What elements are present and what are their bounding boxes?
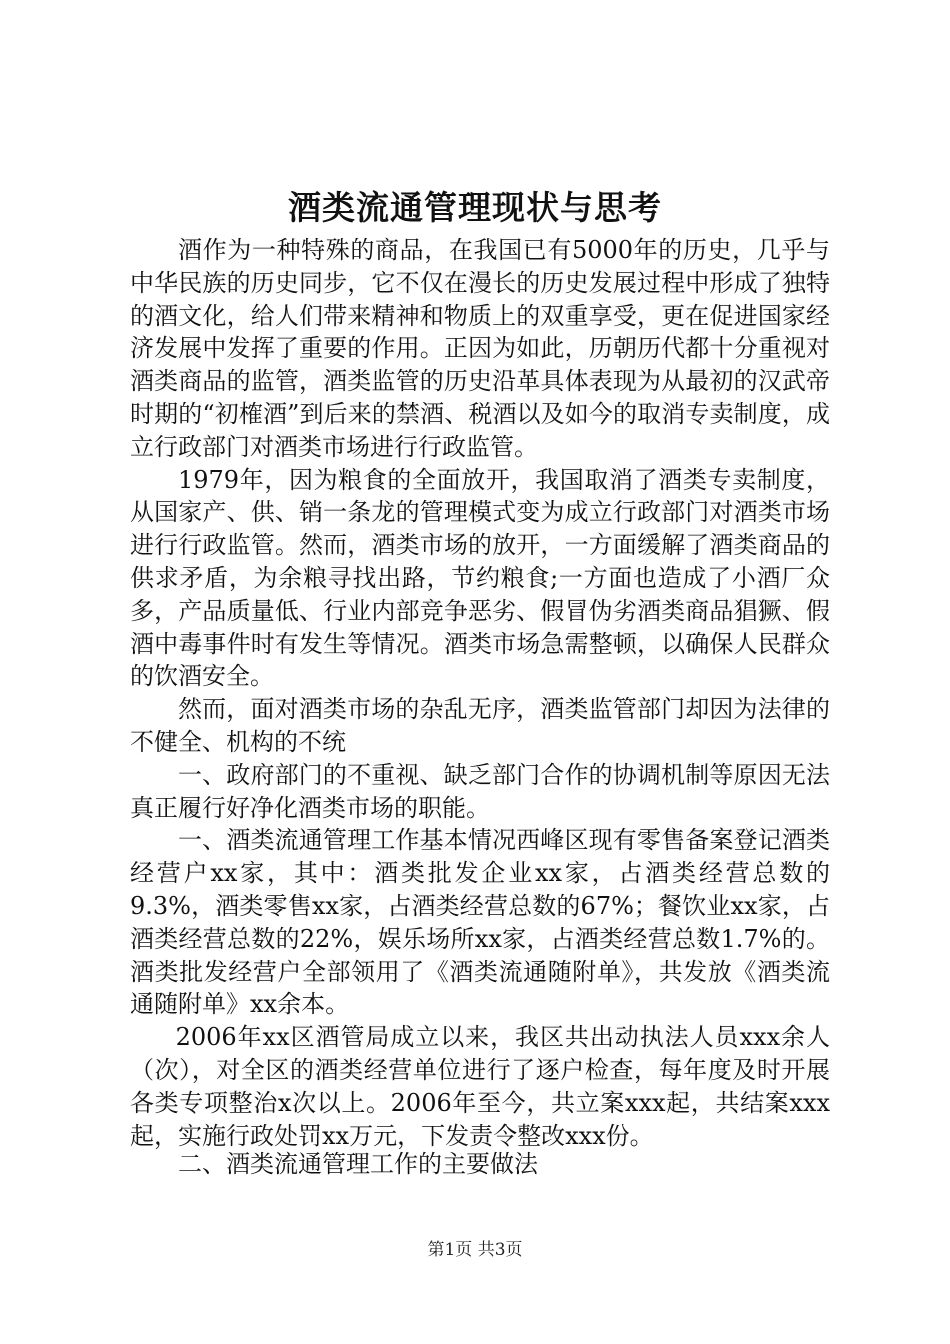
document-body [130,234,830,1152]
paragraph-disorder: 然而，面对酒类市场的杂乱无序，酒类监管部门却因为法律的不健全、机构的不统 [130,695,830,756]
document-title: 酒类流通管理现状与思考 [288,188,662,227]
paragraph-enforcement: 2006年xx区酒管局成立以来，我区共出动执法人员xxx余人（次），对全区的酒类经营单位进行了逐户检查，每年度及时开展各类专项整治x次以上。2006年至今，共立案xxx起，共结案xxx起，实施行政处罚xx万元，下发责令整改xxx份。 [130,1023,830,1150]
page-number: 第1页 共3页 [427,1240,523,1260]
section-heading: 二、酒类流通管理工作的主要做法 [178,1150,538,1178]
paragraph-1979: 1979年，因为粮食的全面放开，我国取消了酒类专卖制度，从国家产、供、销一条龙的管理模式变为成立行政部门对酒类市场进行行政监管。然而，酒类市场的放开，一方面缓解了酒类商品的供求矛盾，为余粮寻找出路，节约粮食;一方面也造成了小酒厂众多，产品质量低、行业内部竞争恶劣、假冒伪劣酒类商品猖獗、假酒中毒事件时有发生等情况。酒类市场急需整顿，以确保人民群众的饮酒安全。 [130,465,830,691]
paragraph-government: 一、政府部门的不重视、缺乏部门合作的协调机制等原因无法真正履行好净化酒类市场的职能。 [130,760,830,822]
paragraph-history: 酒作为一种特殊的商品，在我国已有5000年的历史，几乎与中华民族的历史同步，它不仅在漫长的历史发展过程中形成了独特的酒文化，给人们带来精神和物质上的双重享受，更在促进国家经济发展中发挥了重要的作用。正因为如此，历朝历代都十分重视对酒类商品的监管，酒类监管的历史沿革具体表现为从最初的汉武帝时期的“初榷酒”到后来的禁酒、税酒以及如今的取消专卖制度，成立行政部门对酒类市场进行行政监管。 [130,236,830,461]
paragraph-basic-situation: 一、酒类流通管理工作基本情况西峰区现有零售备案登记酒类经营户xx家，其中：酒类批发企业xx家，占酒类经营总数的9.3%，酒类零售xx家，占酒类经营总数的67%；餐饮业xx家，占酒类经营总数的22%，娱乐场所xx家，占酒类经营总数1.7%的。酒类批发经营户全部领用了《酒类流通随附单》，共发放《酒类流通随附单》xx余本。 [130,826,830,1019]
